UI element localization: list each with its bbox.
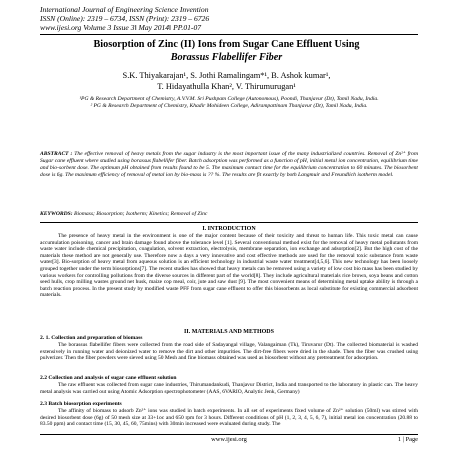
header-rule	[40, 34, 418, 35]
abstract	[40, 151, 418, 179]
methods-heading: II. MATERIALS AND METHODS	[184, 329, 274, 335]
keywords	[40, 211, 418, 218]
title-line-2: Borassus Flabellifer Fiber	[170, 51, 283, 63]
section-2-1-heading: 2. 1. Collection and preparation of biomass	[40, 335, 143, 341]
journal-issn: ISSN (Online): 2319 – 6734, ISSN (Print): 2319 – 6726	[40, 13, 210, 23]
affiliations	[40, 96, 418, 109]
authors-line-1: S.K. Thiyakarajan¹, S. Jothi Ramalingam*¹, B. Ashok kumar¹,	[122, 71, 331, 80]
section-2-2-paragraph: The raw effluent was collected from sugar cane industries, Thirumandankudi, Thanjavur District, India and transported to the laboratory in plastic can. The heavy metal analysis was carried out using Atomic Adsorption spectrophotometer (AAS, 6VARIO, Analytic Jenk, Germany)	[40, 382, 418, 395]
footer-rule	[40, 434, 418, 435]
journal-header	[40, 6, 340, 32]
author-list	[30, 71, 423, 92]
paper-title	[30, 39, 423, 64]
journal-volume: www.ijesi.org Volume 3 Issue 3ǁ May 2014ǁ PP.01-07	[40, 22, 202, 32]
page-number: 1 | Page	[397, 436, 418, 443]
footer-url: www.ijesi.org	[211, 436, 247, 443]
intro-heading: I. INTRODUCTION	[202, 226, 256, 232]
affiliation-1: ¹PG & Research Department of Chemistry, A.V.V.M. Sri Pushpam College (Autonomous), Poondi, Thanjavur (Dt), Tamil Nadu, India.	[79, 96, 379, 102]
keywords-text: Biomass; Biosorption; Isotherm; Kinetics; Removal of Zinc	[74, 211, 208, 217]
abstract-rule	[40, 222, 418, 223]
abstract-label: ABSTRACT :	[40, 151, 73, 157]
section-2-2-heading: 2.2 Collection and analysis of sugar cane effluent solution	[40, 375, 177, 381]
abstract-text: The effective removal of heavy metals from the sugar industry is the most important issue of the many industrialized countries. Removal of Zn²⁺ from Sugar cane effluent where studied using borassus flabellifer fiber. Batch adsorption was performed as a function of pH, initial metal ion concentration, equilibrium time and bio-sorbent dose. The optimum pH obtained from results found to be 5. The maximum contact time for the equilibrium concentration to 60 minutes. The biosorbent dose is 6g. The maximum efficiency of removal of metal ion by bio-mass is ?? %. The results are fit exactly by both Langmuir and Freundlich isotherm model.	[40, 151, 418, 178]
affiliation-2: ² PG & Research Department of Chemistry, Khadir Mohideen College, Adirampattinam Thanjavur (Dt), Tamil Nadu, India.	[90, 102, 368, 109]
journal-name: International Journal of Engineering Science Invention	[40, 5, 209, 14]
section-2-1-paragraph: The borassus flabellifer fibers were collected from the road side of Sadayangal village, Valangaiman (Tk), Tiruvarur (Dt). The collected biomaterial is washed extensively in running water and deionized water to remove the dirt and other impurities. The dirt-free fibers were dried in the shade. Then the fiber was crushed using pulverizer. Then the fiber powders were sieved using 50 Mesh and fine biomass obtained was used as biosorbent without any pretreatment for adsorption.	[40, 342, 418, 362]
section-2-3-paragraph: The affinity of biomass to adsorb Zn²⁺ ions was studied in batch experiments. In all set of experiments fixed volume of Zn²⁺ solution (50ml) was stirred with desired biosorbent dose (6g) of 50 mesh size at 33+1oc and 650 rpm for 3 hours. Different conditions of pH (1, 2, 3, 4, 5, 6, 7), initial metal ion concentration (20.88 to 83.50 ppm) and contact time (15, 30, 45, 60, 75mins) with 30min increased were evaluated during study. The	[40, 408, 418, 428]
section-2-3-heading: 2.3 Batch biosorption experiments	[40, 401, 122, 407]
authors-line-2: T. Hidayathulla Khan², V. Thirumurugan¹	[157, 81, 296, 91]
keywords-label: KEYWORDS:	[40, 211, 73, 217]
title-line-1: Biosorption of Zinc (II) Ions from Sugar Cane Effluent Using	[93, 39, 360, 50]
intro-paragraph: The presence of heavy metal in the environment is one of the major content because of their toxicity and threat to human life. This toxic metal can cause accumulation poisoning, cancer and brain damage found above the tolerance level [1]. Several conventional method exist for the removal of heavy metal pollutants from waste water include chemical precipitation, coagulation, solvent extraction, electrolysis, membrane separation, ion exchange and adsorption[2]. But the high cost of the materials these method are not generally use. Therefore now a days a very innovative and cost effective methods are used for the removal toxic substance from waste water[3]. Bio-sorption of heavy metal from aqueous solution is an efficient technology in industrial waste water treatment[4,5,6]. This new technology has been loosely grouped together under the term biosorptions[7]. The recent studies has showed that heavy metals can be removed using a variety of low cost bio mass has been studied by various workers for controlling pollutions from the diverse sources in different part of the world[8]. They include agricultural materials rice brown, soya beans and cotton seed hulls, crop milling wastes ground net husk, maize cop meal, coir, jute and saw dust [9]. The most convenient means of determining metal uptake ability is through a batch reaction process. In the present study by modified waste PFF from sugar cane effluent to offer this biosorbents as local substitute for existing commercial adsorbent materials.	[40, 233, 418, 299]
